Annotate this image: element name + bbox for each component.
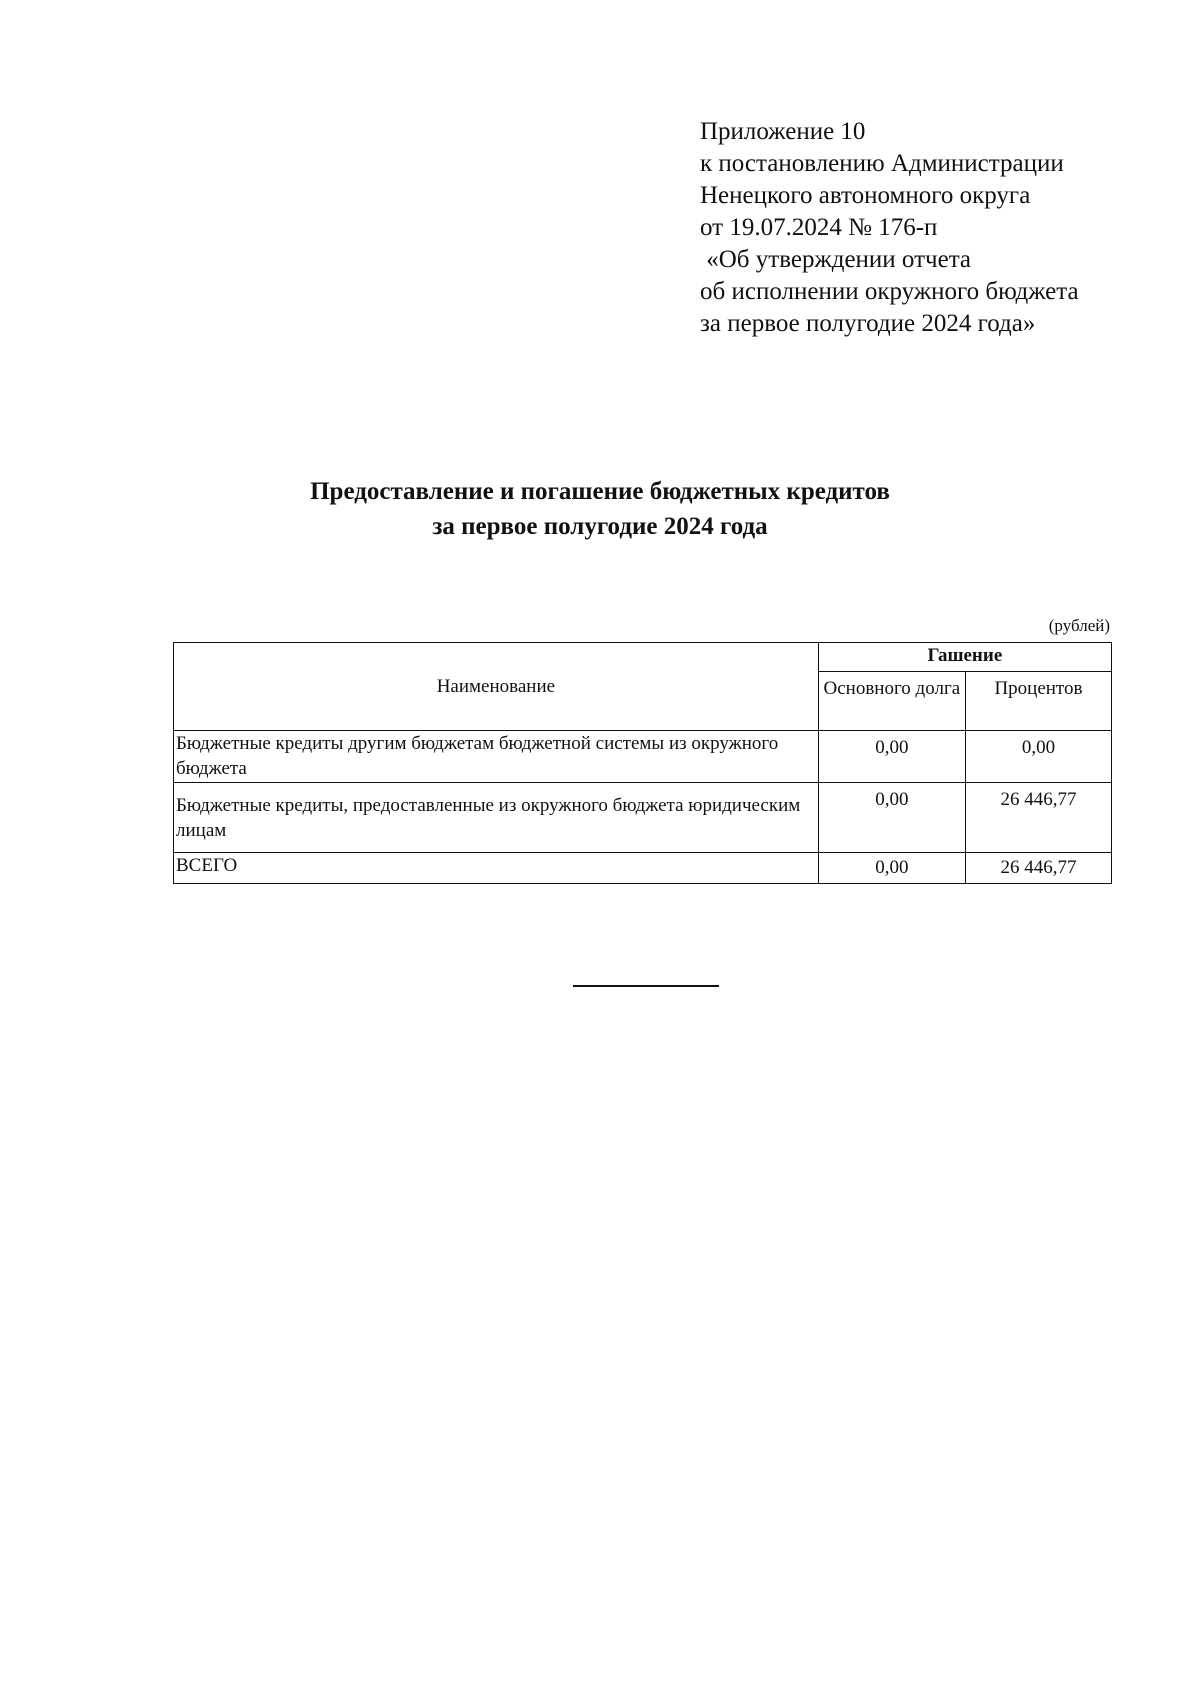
table-row <box>174 731 1112 783</box>
appendix-line-2: к постановлению Администрации <box>700 150 1064 177</box>
row-main-debt: 0,00 <box>818 731 965 783</box>
appendix-line-1: Приложение 10 <box>700 118 866 145</box>
total-label: ВСЕГО <box>174 853 819 884</box>
row-main-debt: 0,00 <box>818 783 965 853</box>
header-name: Наименование <box>174 643 819 731</box>
table-header-row <box>174 643 1112 672</box>
units-label: (рублей) <box>1048 616 1110 635</box>
document-title <box>0 474 1200 544</box>
row-interest: 0,00 <box>965 731 1111 783</box>
table-row <box>174 783 1112 853</box>
header-repayment: Гашение <box>818 643 1111 672</box>
row-interest: 26 446,77 <box>965 783 1111 853</box>
row-name <box>174 783 819 853</box>
row-name-text: Бюджетные кредиты, предоставленные из окружного бюджета юридическим лицам <box>176 795 801 841</box>
header-main-debt: Основного долга <box>818 672 965 731</box>
credits-table <box>173 642 1112 884</box>
closing-rule <box>573 985 719 987</box>
header-interest: Процентов <box>965 672 1111 731</box>
appendix-block <box>700 116 1120 340</box>
appendix-line-6: об исполнении окружного бюджета <box>700 278 1079 305</box>
appendix-line-5: «Об утверждении отчета <box>700 246 972 273</box>
total-main-debt: 0,00 <box>818 853 965 884</box>
appendix-line-3: Ненецкого автономного округа <box>700 182 1031 209</box>
title-line-2: за первое полугодие 2024 года <box>432 513 768 540</box>
appendix-line-4: от 19.07.2024 № 176-п <box>700 214 938 241</box>
row-name: Бюджетные кредиты другим бюджетам бюджетной системы из окружного бюджета <box>174 731 819 783</box>
total-interest: 26 446,77 <box>965 853 1111 884</box>
table-total-row <box>174 853 1112 884</box>
title-line-1: Предоставление и погашение бюджетных кредитов <box>310 478 890 505</box>
appendix-line-7: за первое полугодие 2024 года» <box>700 310 1036 337</box>
